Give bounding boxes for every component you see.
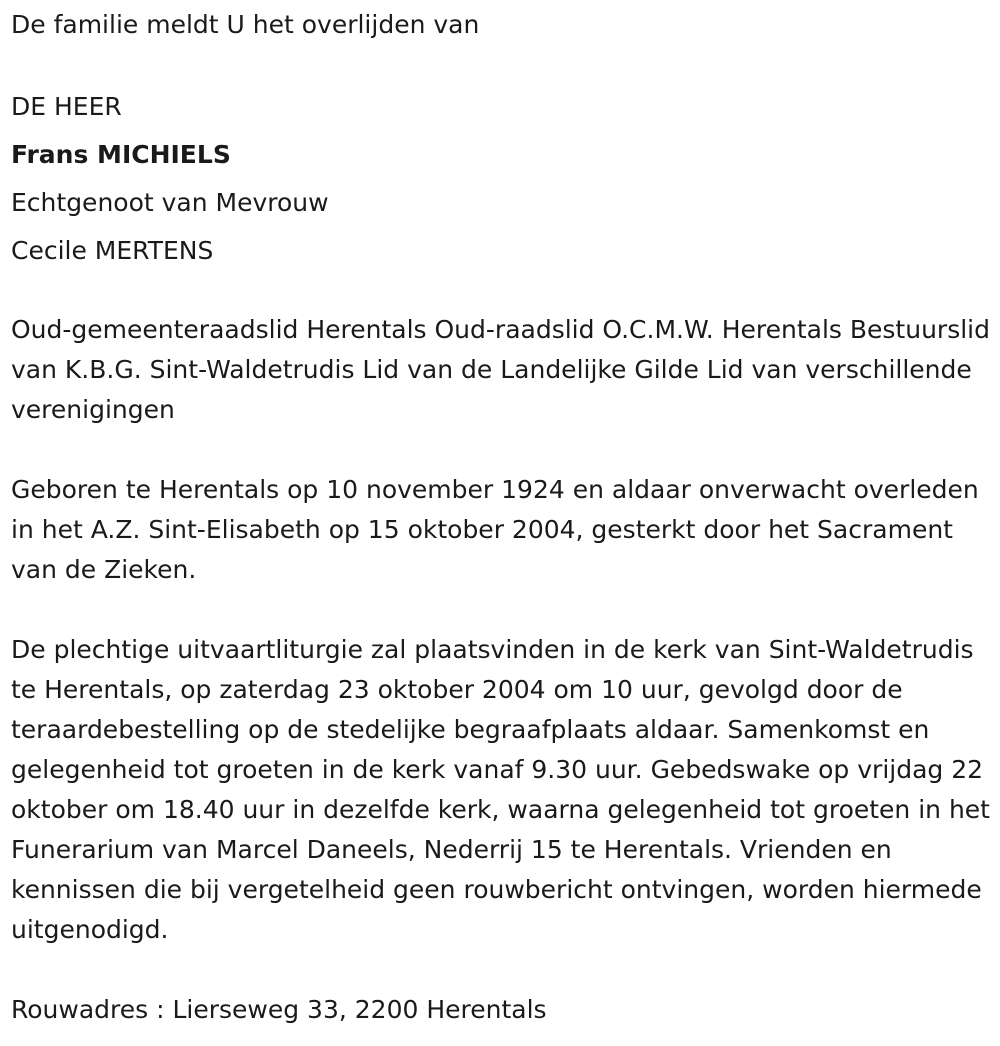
birth-death-paragraph: Geboren te Herentals op 10 november 1924 en aldaar onverwacht overleden in het A.Z. Sint-Elisabeth op 15 oktober 2004, gesterkt door het Sacrament van de Zieken. [11,475,979,584]
salutation: DE HEER [11,92,122,121]
spouse-name: Cecile MERTENS [11,236,214,265]
functions-paragraph: Oud-gemeenteraadslid Herentals Oud-raadslid O.C.M.W. Herentals Bestuurslid van K.B.G. Sint-Waldetrudis Lid van de Landelijke Gilde Lid van verschillende verenigingen [11,315,990,424]
mourning-address: Rouwadres : Lierseweg 33, 2200 Herentals [11,995,547,1024]
spouse-label: Echtgenoot van Mevrouw [11,188,329,217]
deceased-name: Frans MICHIELS [11,140,231,169]
intro-text: De familie meldt U het overlijden van [11,10,480,39]
funeral-paragraph: De plechtige uitvaartliturgie zal plaatsvinden in de kerk van Sint-Waldetrudis te Herentals, op zaterdag 23 oktober 2004 om 10 uur, gevolgd door de teraardebestelling op de stedelijke begraafplaats aldaar. Samenkomst en gelegenheid tot groeten in de kerk vanaf 9.30 uur. Gebedswake op vrijdag 22 oktober om 18.40 uur in dezelfde kerk, waarna gelegenheid tot groeten in het Funerarium van Marcel Daneels, Nederrij 15 te Herentals. Vrienden en kennissen die bij vergetelheid geen rouwbericht ontvingen, worden hiermede uitgenodigd. [11,635,990,944]
